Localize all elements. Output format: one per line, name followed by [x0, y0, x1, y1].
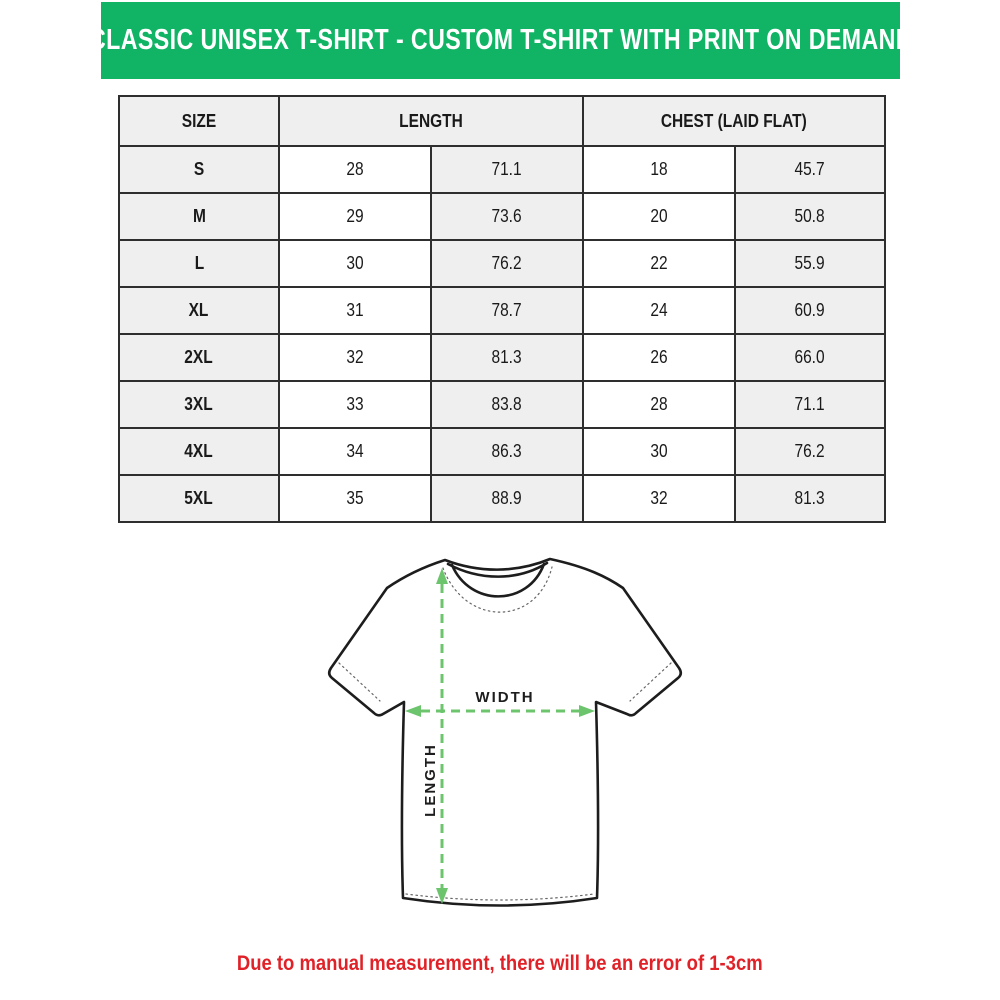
length-in-cell: 29	[279, 193, 431, 240]
length-label: LENGTH	[422, 743, 439, 817]
length-cm-cell: 81.3	[431, 334, 583, 381]
chest-cm-cell: 71.1	[735, 381, 885, 428]
chest-cm-cell: 60.9	[735, 287, 885, 334]
chest-cm-cell: 45.7	[735, 146, 885, 193]
length-in-cell: 35	[279, 475, 431, 522]
table-row	[119, 381, 885, 428]
col-header-length: LENGTH	[279, 96, 583, 146]
page-title: CLASSIC UNISEX T-SHIRT - CUSTOM T-SHIRT WITH PRINT ON DEMAND	[88, 24, 913, 56]
length-cm-cell: 86.3	[431, 428, 583, 475]
length-in-cell: 33	[279, 381, 431, 428]
length-in-cell: 30	[279, 240, 431, 287]
length-in-cell: 34	[279, 428, 431, 475]
chest-in-cell: 30	[583, 428, 735, 475]
chest-in-cell: 24	[583, 287, 735, 334]
size-cell: S	[119, 146, 279, 193]
table-header-row	[119, 96, 885, 146]
tshirt-outline	[329, 559, 681, 906]
chest-in-cell: 26	[583, 334, 735, 381]
size-cell: XL	[119, 287, 279, 334]
table-row	[119, 334, 885, 381]
chest-in-cell: 18	[583, 146, 735, 193]
table-row	[119, 428, 885, 475]
size-cell: 4XL	[119, 428, 279, 475]
chest-cm-cell: 81.3	[735, 475, 885, 522]
chest-cm-cell: 55.9	[735, 240, 885, 287]
size-cell: L	[119, 240, 279, 287]
chest-cm-cell: 76.2	[735, 428, 885, 475]
title-banner	[88, 2, 913, 79]
size-chart-table	[118, 95, 886, 523]
length-cm-cell: 83.8	[431, 381, 583, 428]
chest-cm-cell: 50.8	[735, 193, 885, 240]
length-in-cell: 28	[279, 146, 431, 193]
length-cm-cell: 76.2	[431, 240, 583, 287]
length-cm-cell: 71.1	[431, 146, 583, 193]
table-row	[119, 146, 885, 193]
size-cell: 5XL	[119, 475, 279, 522]
width-label: WIDTH	[475, 689, 535, 706]
size-cell: M	[119, 193, 279, 240]
chest-in-cell: 20	[583, 193, 735, 240]
col-header-size: SIZE	[119, 96, 279, 146]
table-row	[119, 240, 885, 287]
measurement-note	[0, 952, 1000, 976]
size-cell: 2XL	[119, 334, 279, 381]
tshirt-measurement-diagram	[310, 550, 700, 940]
col-header-chest: CHEST (LAID FLAT)	[583, 96, 885, 146]
chest-in-cell: 28	[583, 381, 735, 428]
length-cm-cell: 73.6	[431, 193, 583, 240]
table-row	[119, 475, 885, 522]
length-in-cell: 32	[279, 334, 431, 381]
chest-in-cell: 22	[583, 240, 735, 287]
length-cm-cell: 88.9	[431, 475, 583, 522]
size-cell: 3XL	[119, 381, 279, 428]
measurement-note-text: Due to manual measurement, there will be an error of 1-3cm	[237, 952, 763, 975]
chest-cm-cell: 66.0	[735, 334, 885, 381]
table-row	[119, 287, 885, 334]
chest-in-cell: 32	[583, 475, 735, 522]
length-cm-cell: 78.7	[431, 287, 583, 334]
table-row	[119, 193, 885, 240]
length-in-cell: 31	[279, 287, 431, 334]
